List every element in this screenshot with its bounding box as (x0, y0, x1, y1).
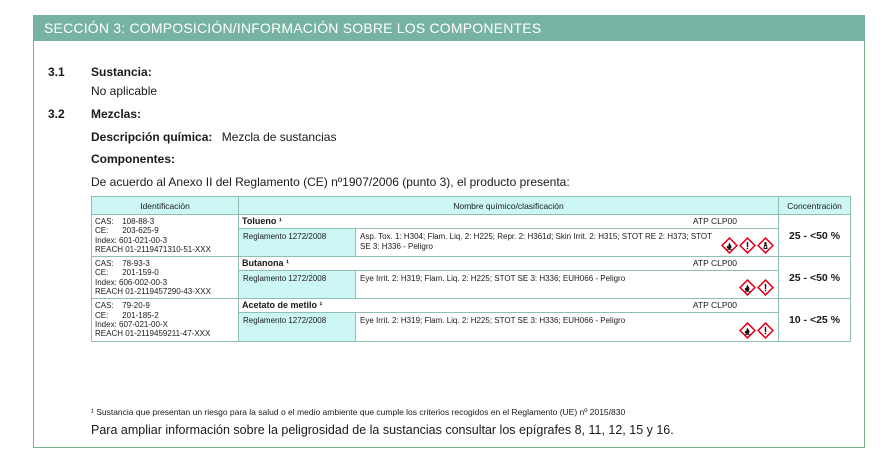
identification-cell: CAS: 79-20-9 CE: 201-185-2 Index: 607-021-00-X REACH 01-2119459211-47-XXX (92, 299, 239, 341)
flame-icon (739, 279, 756, 296)
atp-label: ATP CLP00 (692, 300, 737, 311)
ce-number: 203-625-9 (122, 226, 159, 236)
cas-number: 79-20-9 (122, 301, 150, 311)
ghs-pictograms (721, 237, 774, 254)
regulation-cell: Reglamento 1272/2008 (239, 313, 356, 341)
atp-label: ATP CLP00 (692, 216, 737, 226)
substance-body: No aplicable (91, 84, 158, 98)
final-note: Para ampliar información sobre la peligrosidad de la sustancias consultar los epígrafes 8, 11, 12, 15 y 16. (91, 423, 674, 437)
chemical-description-label: Descripción química: (91, 130, 213, 144)
section-3-1-number: 3.1 (48, 65, 65, 79)
classification-cell: Asp. Tox. 1: H304; Flam. Liq. 2: H225; Repr. 2: H361d; Skin Irrit. 2: H315; STOT RE 2: H373; STOT SE 3: H336 - Peligro (356, 229, 779, 257)
reach-number: 01-2119459211-47-XXX (125, 329, 211, 339)
components-table (91, 196, 851, 342)
mixtures-heading: Mezclas: (91, 107, 142, 121)
components-intro: De acuerdo al Anexo II del Reglamento (CE) nº1907/2006 (punto 3), el producto presenta: (91, 175, 570, 189)
index-number: 606-002-00-3 (119, 277, 168, 287)
atp-label: ATP CLP00 (692, 258, 737, 269)
substance-name: Tolueno ¹ ATP CLP00 (239, 215, 779, 229)
header-chemical-name: Nombre químico/clasificación (239, 197, 779, 215)
cas-number: 78-93-3 (122, 259, 150, 269)
section-title: SECCIÓN 3: COMPOSICIÓN/INFORMACIÓN SOBRE LOS COMPONENTES (33, 15, 865, 41)
table-row (92, 257, 851, 271)
flame-icon (721, 237, 738, 254)
cas-number: 108-88-3 (122, 217, 155, 226)
header-identification: Identificación (92, 197, 239, 215)
exclamation-icon (757, 279, 774, 296)
identification-cell: CAS: 108-88-3 CE: 203-625-9 Index: 601-021-00-3 REACH 01-2119471310-51-XXX (92, 215, 239, 257)
reach-number: 01-2119457290-43-XXX (125, 287, 211, 297)
classification-cell: Eye Irrit. 2: H319; Flam. Liq. 2: H225; STOT SE 3: H336; EUH066 - Peligro (356, 271, 779, 299)
reach-number: 01-2119471310-51-XXX (125, 244, 211, 254)
identification-cell: CAS: 78-93-3 CE: 201-159-0 Index: 606-002-00-3 REACH 01-2119457290-43-XXX (92, 257, 239, 299)
concentration-cell: 25 - <50 % (779, 257, 851, 299)
classification-cell: Eye Irrit. 2: H319; Flam. Liq. 2: H225; STOT SE 3: H336; EUH066 - Peligro (356, 313, 779, 341)
ce-number: 201-185-2 (122, 310, 159, 320)
chemical-description (91, 130, 336, 144)
section-3-2-number: 3.2 (48, 107, 65, 121)
ce-number: 201-159-0 (122, 268, 159, 278)
substance-name: Acetato de metilo ¹ ATP CLP00 (239, 299, 779, 313)
components-heading: Componentes: (91, 152, 175, 166)
table-row (92, 299, 851, 313)
table-row (92, 215, 851, 229)
exclamation-icon (739, 237, 756, 254)
regulation-cell: Reglamento 1272/2008 (239, 271, 356, 299)
health-hazard-icon (757, 237, 774, 254)
ghs-pictograms (739, 279, 774, 296)
index-number: 601-021-00-3 (119, 235, 168, 245)
exclamation-icon (757, 322, 774, 339)
ghs-pictograms (739, 322, 774, 339)
regulation-cell: Reglamento 1272/2008 (239, 229, 356, 257)
index-number: 607-021-00-X (119, 319, 168, 329)
substance-heading: Sustancia: (91, 65, 152, 79)
concentration-cell: 25 - <50 % (779, 215, 851, 257)
footnote: ¹ Sustancia que presentan un riesgo para la salud o el medio ambiente que cumple los criterios recogidos en el Reglamento (UE) nº 2015/830 (91, 407, 626, 417)
concentration-cell: 10 - <25 % (779, 299, 851, 341)
header-concentration: Concentración (779, 197, 851, 215)
chemical-description-value: Mezcla de sustancias (221, 130, 337, 144)
flame-icon (739, 322, 756, 339)
substance-name: Butanona ¹ ATP CLP00 (239, 257, 779, 271)
